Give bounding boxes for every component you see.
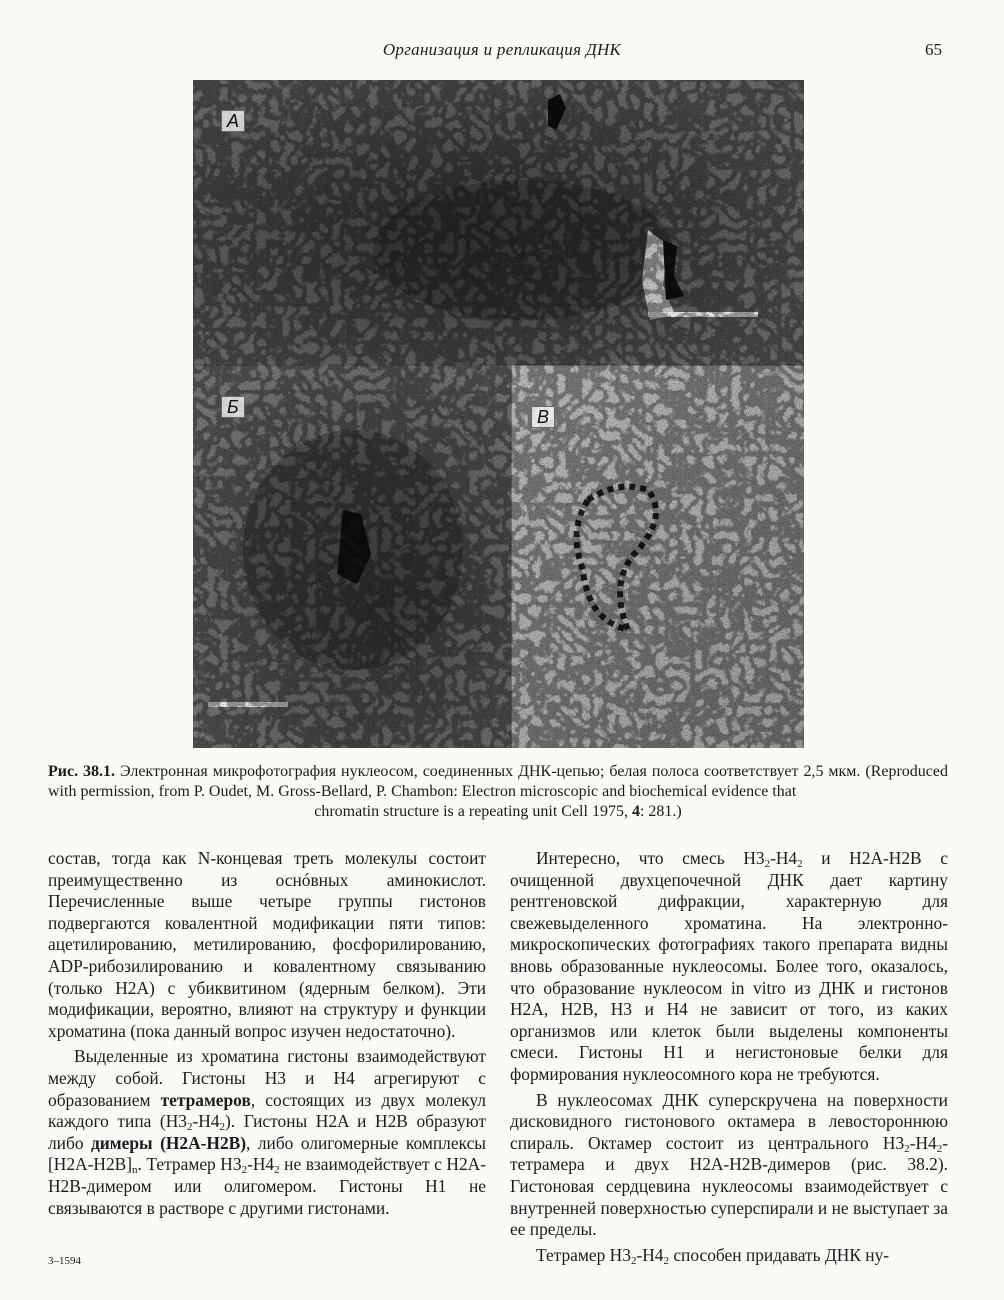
caption-citation-line: chromatin structure is a repeating unit Cell 1975, 4: 281.) (314, 803, 682, 820)
running-title: Организация и репликация ДНК (382, 40, 622, 59)
right-paragraph-3: Тетрамер $H3_2-H4_2$ способен придавать ДНК ну- (536, 1244, 890, 1267)
micrograph-image (193, 80, 804, 748)
right-paragraph-2: В нуклеосомах ДНК суперскручена на поверхности дисковидного гистонового октамера в левостороннюю спираль. Октамер состоит из центрального $H3_2-H4_2$-тетрамера и двух H2A-H2B-димеров (рис. 38.2). Гистоновая сердцевина нуклеосомы взаимодействует с внутренней поверхностью суперспирали и не выступает за ее пределы. (510, 1089, 948, 1240)
left-paragraph-2: Выделенные из хроматина гистоны взаимодействуют между собой. Гистоны H3 и H4 агрегируют с образованием тетрамеров, состоящих из двух молекул каждого типа $(H3_2-H4_2)$. Гистоны H2A и H2B образуют либо димеры (H2A-H2B), либо олигомерные комплексы $[H2A-H2B]_n$. Тетрамер $H3_2-H4_2$ не взаимодействует с H2A-H2B-димером или олигомером. Гистоны H1 не связываются в растворе с другими гистонами. (48, 1046, 487, 1218)
figure-caption (48, 762, 948, 822)
caption-lead: Рис. 38.1. (48, 763, 116, 780)
right-column (510, 848, 948, 1266)
left-column (48, 848, 486, 1219)
left-paragraph-1: состав, тогда как N-концевая треть молекулы состоит преимущественно из оснóвных аминокислот. Перечисленные выше четыре группы гистонов подвергаются ковалентной модификации пяти типов: ацетилированию, метилированию, фосфорилированию, ADP-рибозилированию и ковалентному связыванию (только H2A) с убиквитином (ядерным белком). Эти модификации, вероятно, влияют на структуру и функции хроматина (пока данный вопрос изучен недостаточно). (48, 848, 486, 1041)
panel-label-a: А (221, 110, 245, 132)
right-paragraph-1: Интересно, что смесь $H3_2-H4_2$ и H2A-H2B с очищенной двухцепочечной ДНК дает картину рентгеновской дифракции, характерную для свежевыделенного хроматина. На электронно-микроскопических фотографиях такого препарата видны вновь образованные нуклеосомы. Более того, оказалось, что образование нуклеосом in vitro из ДНК и гистонов H2A, H2B, H3 и H4 не зависит от того, из каких организмов или клеток были выделены компоненты смеси. Гистоны H1 и негистоновые белки для формирования нуклеосомного кора не требуются. (510, 848, 948, 1084)
panel-label-b: Б (221, 396, 245, 418)
page-number: 65 (925, 40, 942, 59)
caption-text: Электронная микрофотография нуклеосом, соединенных ДНК-цепью; белая полоса соответствует 2,5 мкм. (Reproduced with permission, from P. Oudet, M. Gross-Bellard, P. Chambon: Electron microscopic and biochemical evidence that (48, 763, 949, 800)
printer-signature-mark: 3–1594 (48, 1255, 81, 1267)
electron-micrograph (193, 80, 804, 748)
panel-label-c: В (531, 406, 555, 428)
